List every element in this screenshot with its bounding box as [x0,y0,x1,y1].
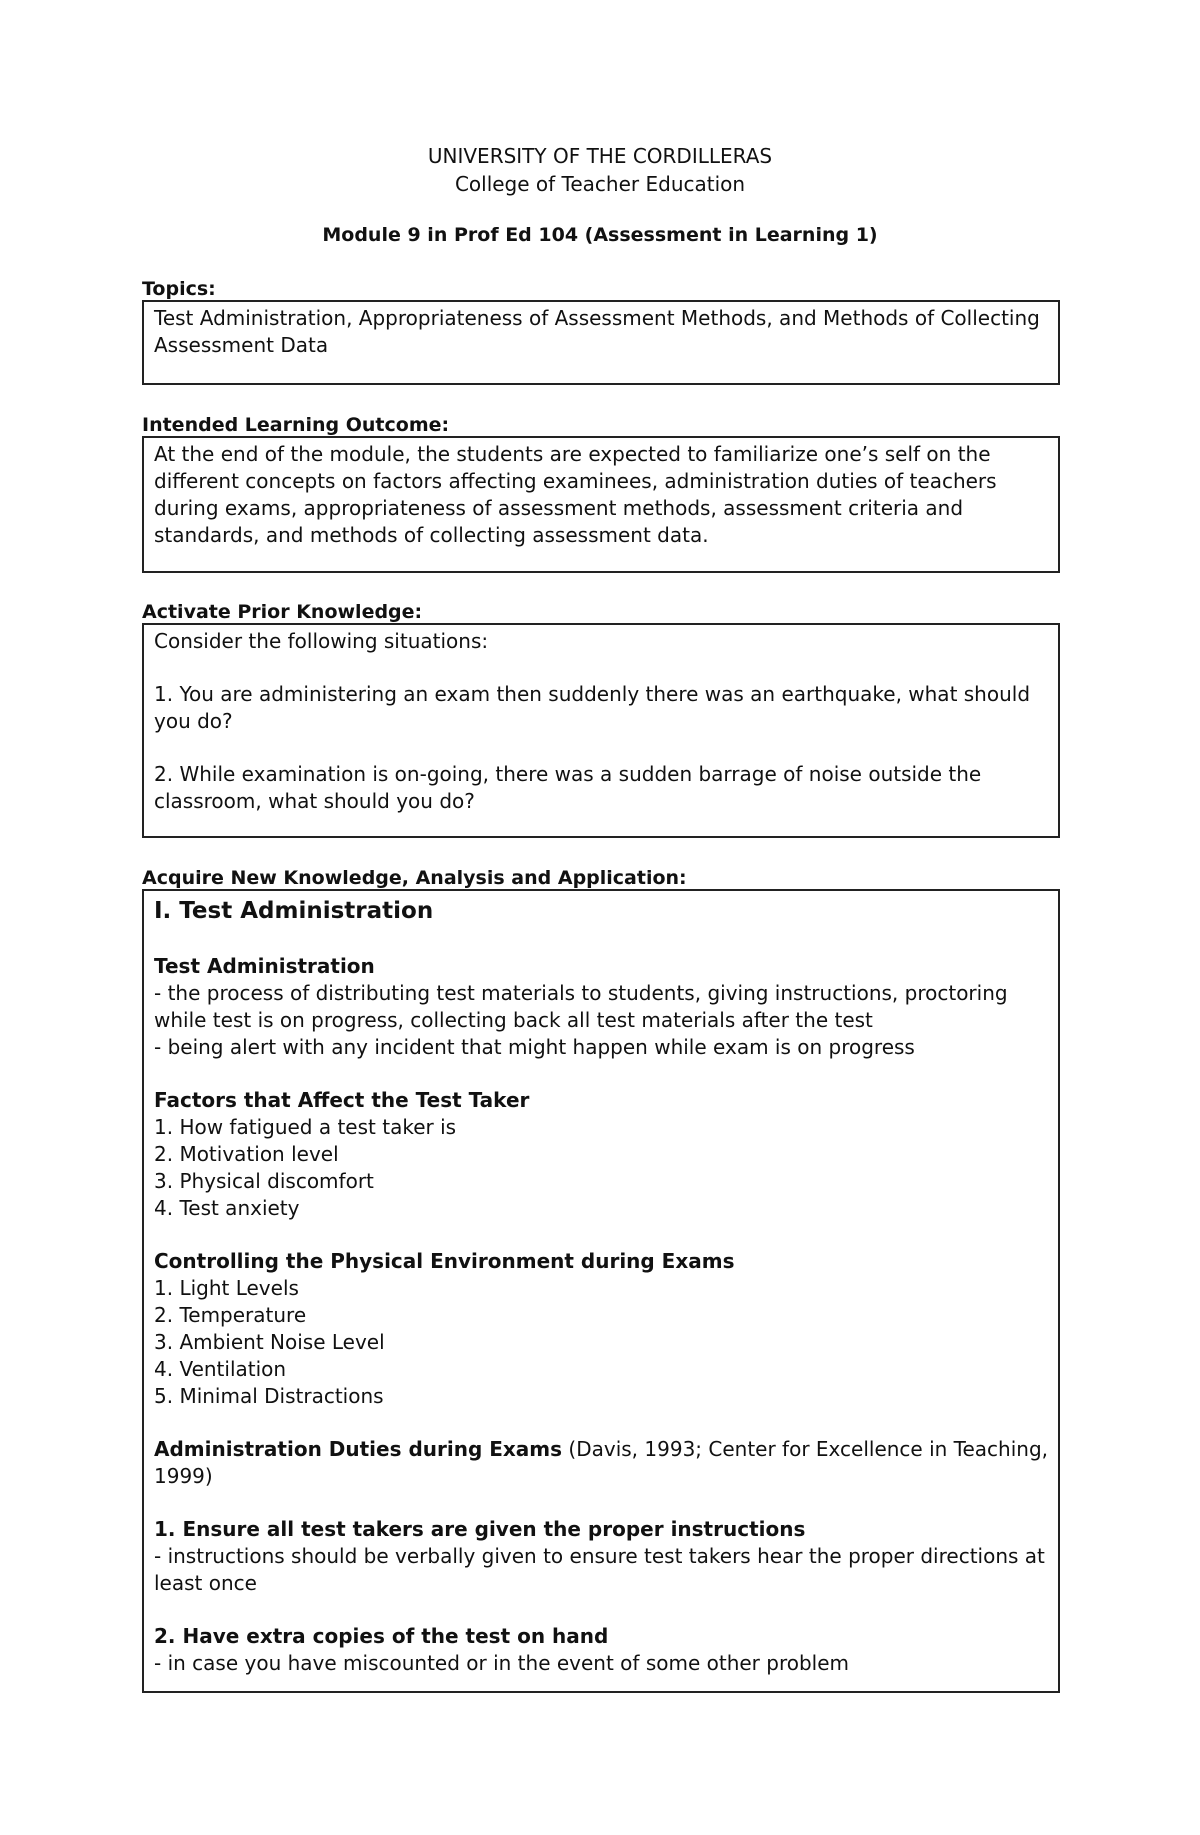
college-name: College of Teacher Education [454,172,746,196]
environment-item: 5. Minimal Distractions [154,1384,384,1408]
module-title: Module 9 in Prof Ed 104 (Assessment in Learning 1) [322,224,878,246]
factors-title: Factors that Affect the Test Taker [154,1088,530,1112]
ilo-text: At the end of the module, the students are expected to familiarize one’s self on the different concepts on factors affecting examinees, administration duties of teachers during exams, appropriateness of assessment methods, assessment criteria and standards, and methods of collecting assessment data. [154,442,997,547]
factors-item: 2. Motivation level [154,1142,339,1166]
duty-1-text: - instructions should be verbally given to ensure test takers hear the proper directions at least once [154,1544,1045,1595]
ilo-box [142,436,1060,573]
test-admin-line: - the process of distributing test materials to students, giving instructions, proctoring while test is on progress, collecting back all test materials after the test [154,981,1008,1032]
section-heading: I. Test Administration [154,898,434,924]
environment-title: Controlling the Physical Environment during Exams [154,1249,735,1273]
test-admin-title: Test Administration [154,954,375,978]
factors-item: 3. Physical discomfort [154,1169,374,1193]
environment-item: 1. Light Levels [154,1276,299,1300]
test-admin-line: - being alert with any incident that might happen while exam is on progress [154,1035,915,1059]
duties-paragraph [154,1436,1048,1490]
prior-intro: Consider the following situations: [154,629,489,653]
prior-situation-1: 1. You are administering an exam then suddenly there was an earthquake, what should you do? [154,682,1031,733]
prior-label: Activate Prior Knowledge: [142,601,423,623]
duties-title: Administration Duties during Exams [154,1437,563,1461]
topics-box [142,300,1060,385]
factors-item: 1. How fatigued a test taker is [154,1115,457,1139]
document-header [0,142,1200,198]
ilo-label: Intended Learning Outcome: [142,414,450,436]
duty-2-text: - in case you have miscounted or in the event of some other problem [154,1651,850,1675]
environment-item: 2. Temperature [154,1303,307,1327]
acquire-label: Acquire New Knowledge, Analysis and Application: [142,867,687,889]
prior-situation-2: 2. While examination is on-going, there was a sudden barrage of noise outside the classroom, what should you do? [154,762,982,813]
topics-text: Test Administration, Appropriateness of Assessment Methods, and Methods of Collecting Assessment Data [154,306,1040,357]
factors-item: 4. Test anxiety [154,1196,300,1220]
duties-citation: (Davis, 1993; Center for Excellence in Teaching, 1999) [154,1437,1049,1488]
university-name: UNIVERSITY OF THE CORDILLERAS [427,144,773,168]
environment-item: 4. Ventilation [154,1357,287,1381]
topics-label: Topics: [142,278,216,300]
prior-box [142,623,1060,838]
acquire-box [142,889,1060,1693]
environment-item: 3. Ambient Noise Level [154,1330,385,1354]
duty-2-title: 2. Have extra copies of the test on hand [154,1624,609,1648]
duty-1-title: 1. Ensure all test takers are given the proper instructions [154,1517,806,1541]
